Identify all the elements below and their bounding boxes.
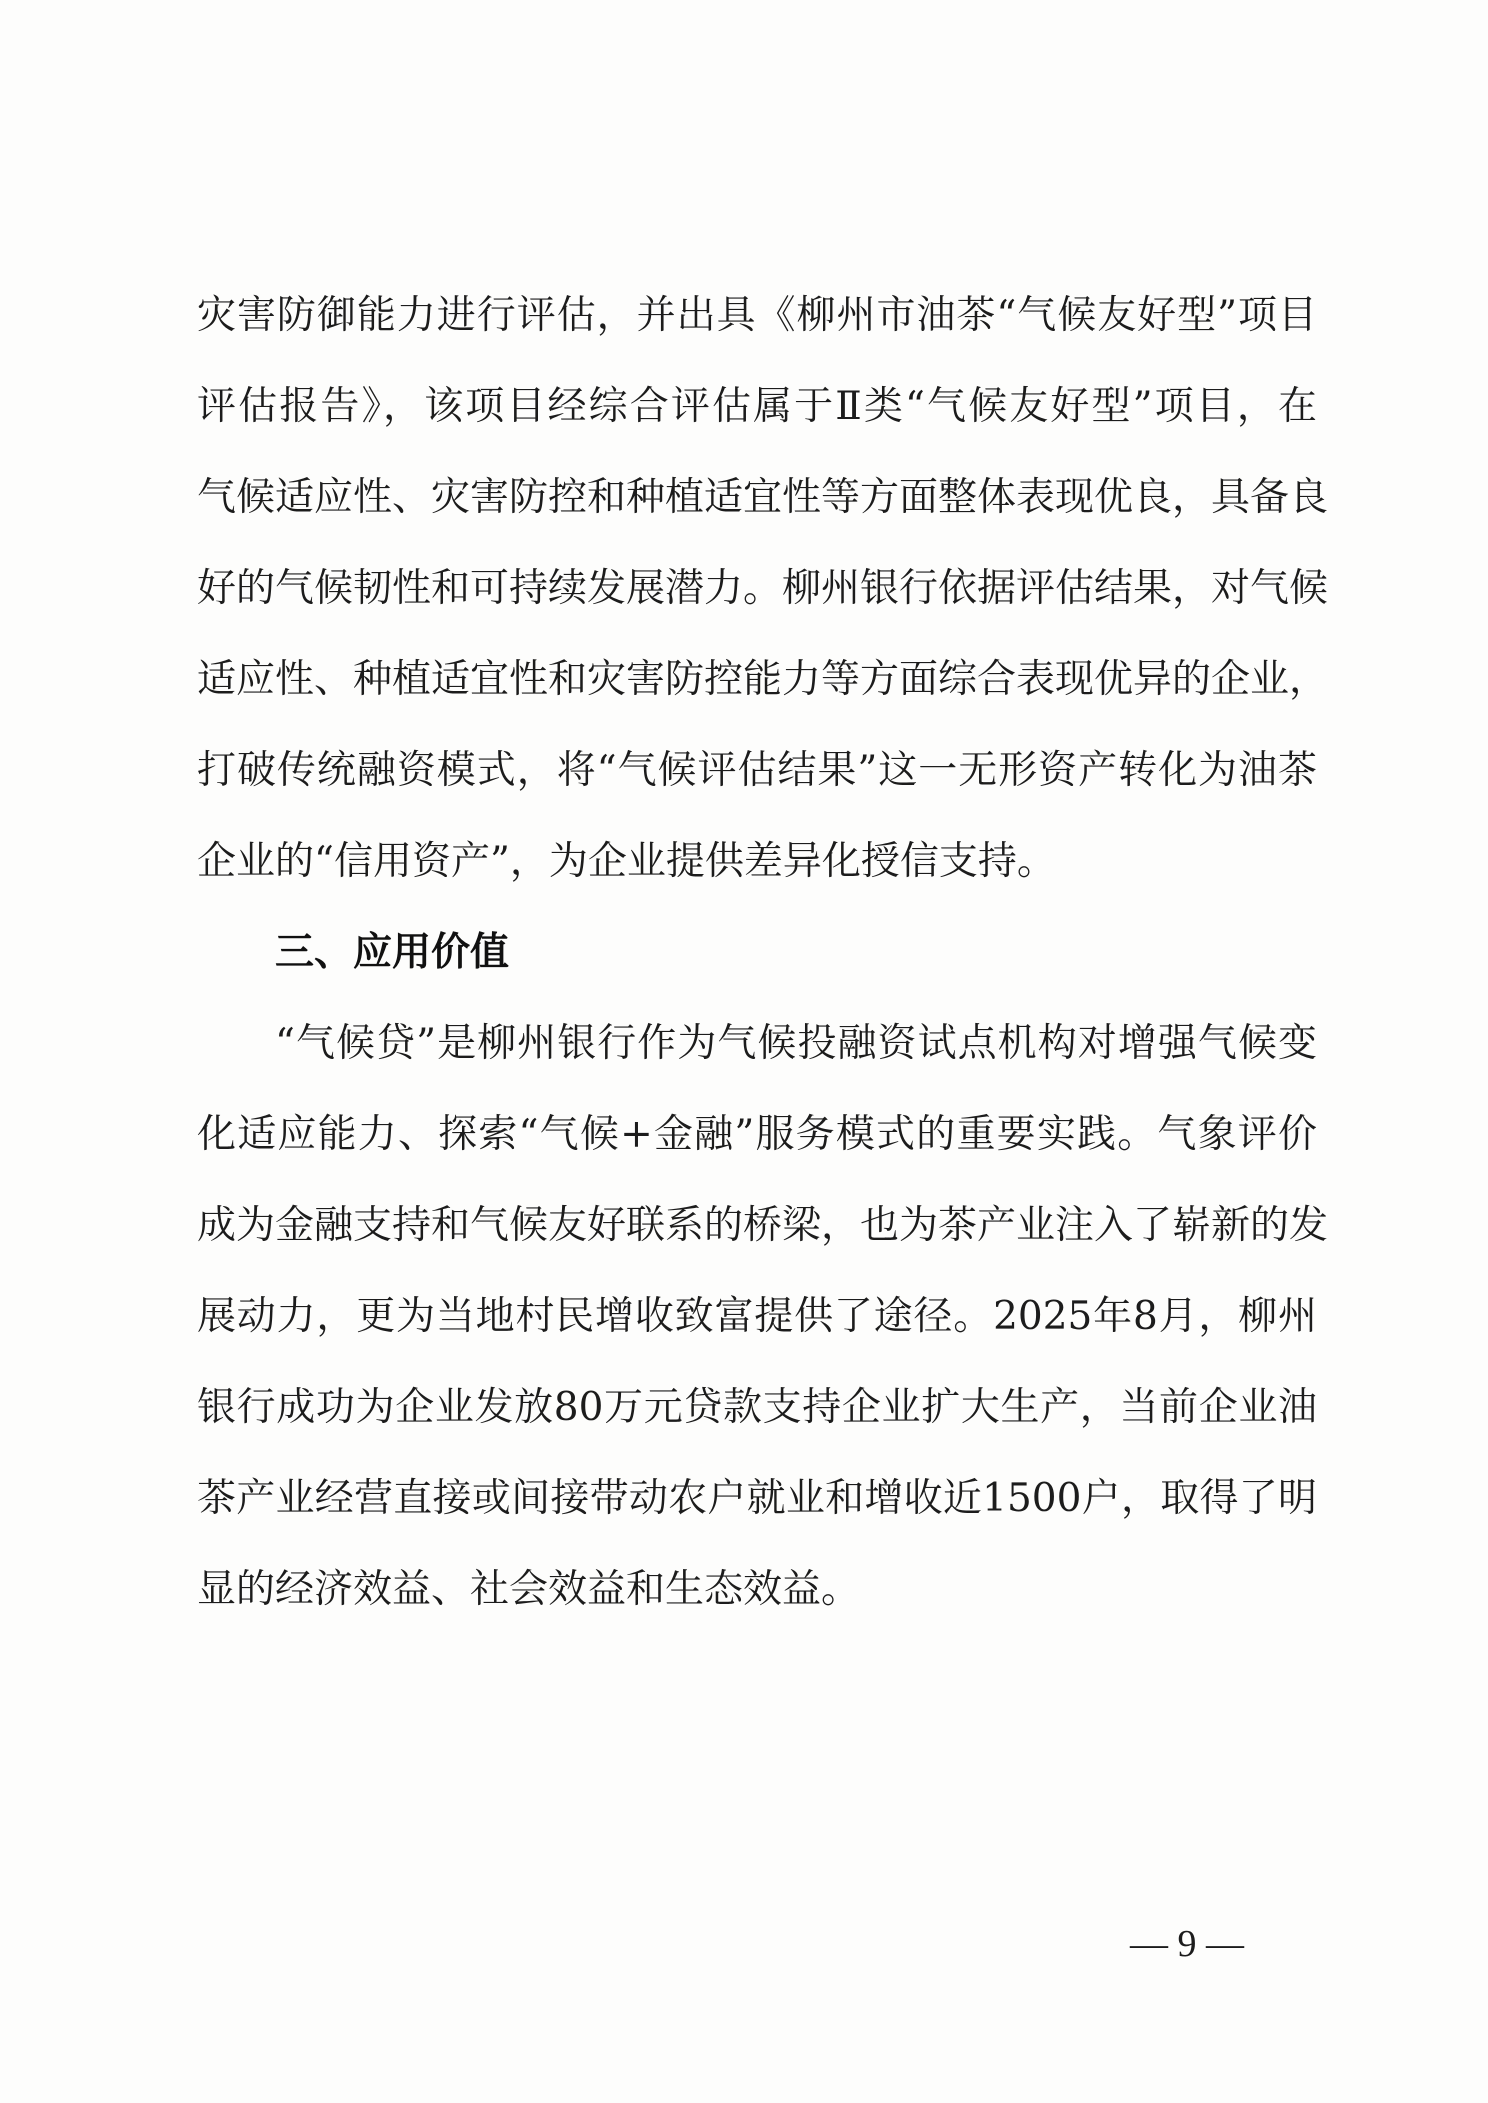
paragraph-2-line: 显的经济效益、社会效益和生态效益。 [197, 1567, 861, 1612]
paragraph-2-line: 化适应能力、探索“气候+金融”服务模式的重要实践。气象评价 [197, 1112, 1317, 1157]
paragraph-1-line: 好的气候韧性和可持续发展潜力。柳州银行依据评估结果，对气候 [197, 566, 1329, 611]
paragraph-1-line: 评估报告》，该项目经综合评估属于Ⅱ类“气候友好型”项目，在 [197, 384, 1317, 429]
paragraph-2-line: 展动力，更为当地村民增收致富提供了途径。2025年8月，柳州 [197, 1294, 1317, 1339]
paragraph-1-line: 适应性、种植适宜性和灾害防控能力等方面综合表现优异的企业， [197, 657, 1329, 702]
paragraph-1-line: 打破传统融资模式，将“气候评估结果”这一无形资产转化为油茶 [197, 748, 1317, 793]
paragraph-2-line: 成为金融支持和气候友好联系的桥梁，也为茶产业注入了崭新的发 [197, 1203, 1329, 1248]
page-number: — 9 — [1130, 1923, 1244, 1965]
paragraph-2-line: 银行成功为企业发放80万元贷款支持企业扩大生产，当前企业油 [197, 1385, 1317, 1430]
document-body [197, 270, 1329, 1635]
paragraph-1-line: 气候适应性、灾害防控和种植适宜性等方面整体表现优良，具备良 [197, 475, 1329, 520]
paragraph-2-line: “气候贷”是柳州银行作为气候投融资试点机构对增强气候变 [275, 1021, 1317, 1066]
paragraph-1-line: 灾害防御能力进行评估，并出具《柳州市油茶“气候友好型”项目 [197, 293, 1317, 338]
section-heading: 三、应用价值 [275, 930, 510, 975]
paragraph-1-line: 企业的“信用资产”，为企业提供差异化授信支持。 [197, 839, 1056, 884]
paragraph-2-line: 茶产业经营直接或间接带动农户就业和增收近1500户，取得了明 [197, 1476, 1317, 1521]
